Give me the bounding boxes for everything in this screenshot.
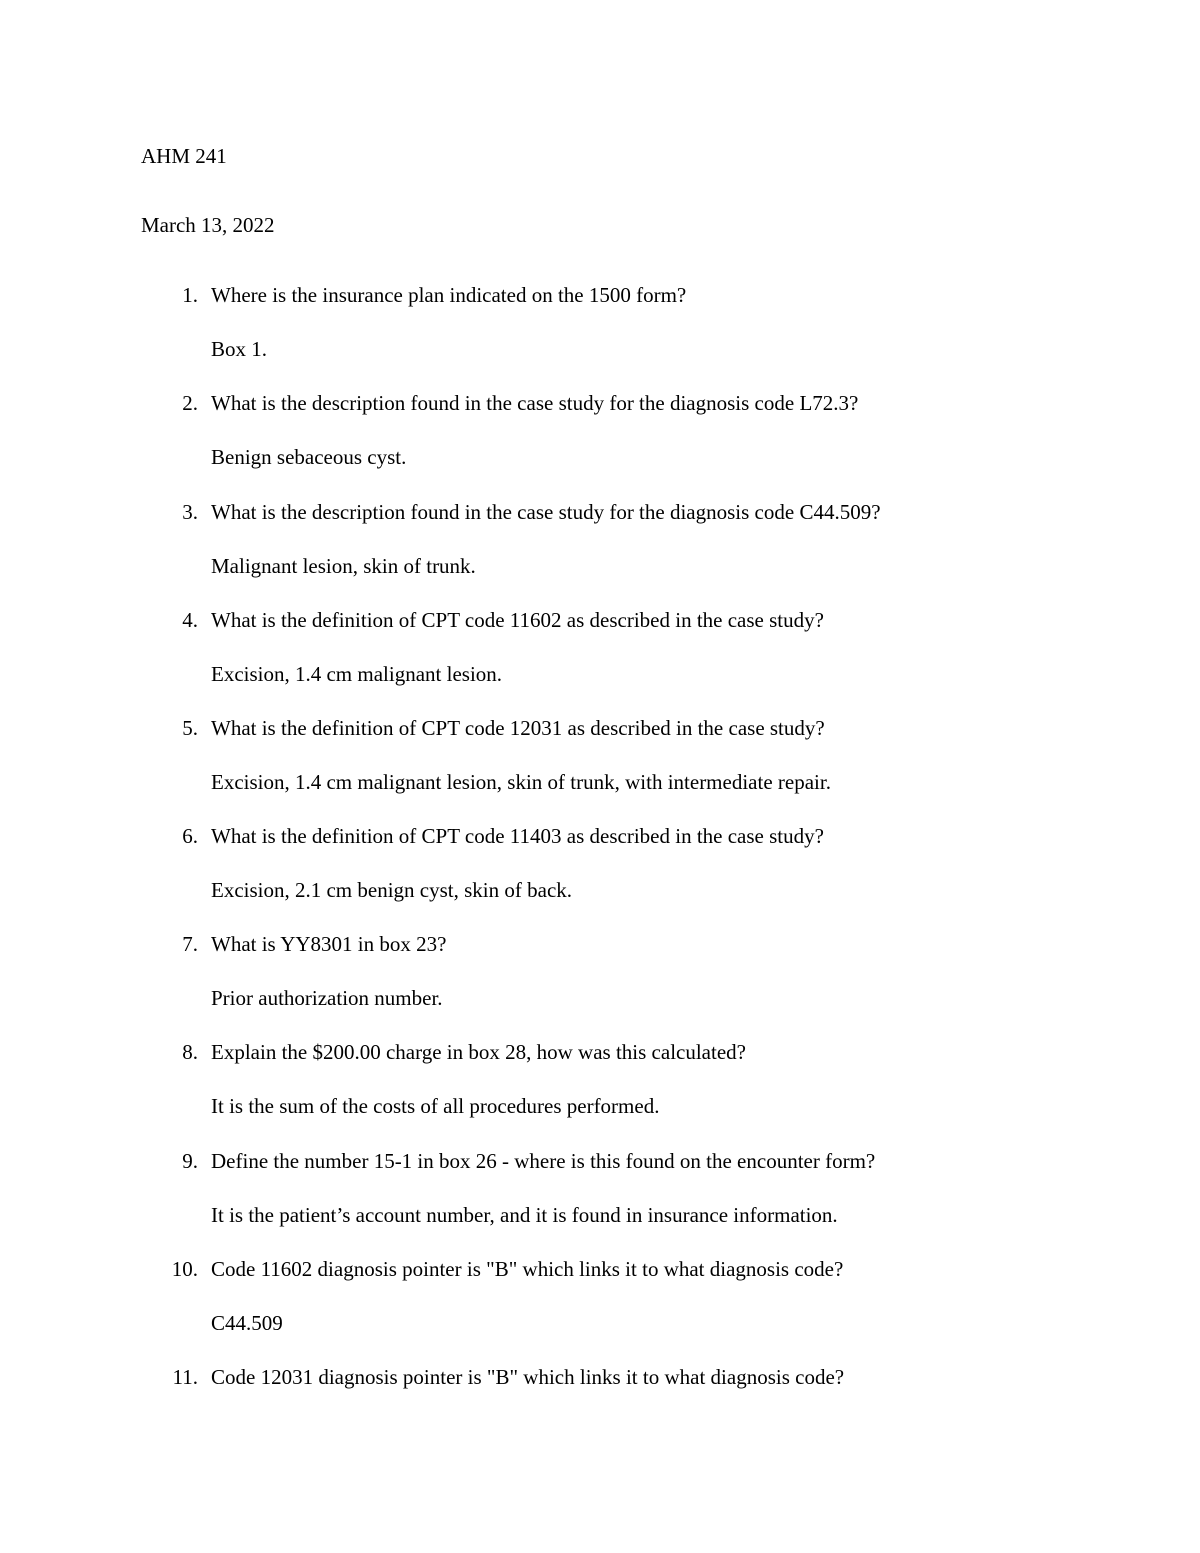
question-text: What is the definition of CPT code 12031 as described in the case study? bbox=[211, 716, 825, 740]
question-number: 10. bbox=[171, 1257, 198, 1281]
answer-text: It is the sum of the costs of all procedures performed. bbox=[211, 1094, 660, 1118]
question-number: 5. bbox=[182, 716, 198, 740]
answer-text: Malignant lesion, skin of trunk. bbox=[211, 554, 476, 578]
question-number: 3. bbox=[182, 500, 198, 524]
question-number: 8. bbox=[182, 1040, 198, 1064]
question-number: 2. bbox=[182, 391, 198, 415]
question-number: 9. bbox=[182, 1149, 198, 1173]
question-text: Code 12031 diagnosis pointer is "B" which links it to what diagnosis code? bbox=[211, 1365, 845, 1389]
question-text: Code 11602 diagnosis pointer is "B" which links it to what diagnosis code? bbox=[211, 1257, 844, 1281]
question-text: Where is the insurance plan indicated on the 1500 form? bbox=[211, 283, 687, 307]
question-text: What is the definition of CPT code 11602 as described in the case study? bbox=[211, 608, 824, 632]
question-text: What is the description found in the case study for the diagnosis code L72.3? bbox=[211, 391, 859, 415]
answer-text: Prior authorization number. bbox=[211, 986, 443, 1010]
question-text: What is YY8301 in box 23? bbox=[211, 932, 447, 956]
question-number: 4. bbox=[182, 608, 198, 632]
question-number: 1. bbox=[182, 283, 198, 307]
answer-text: Excision, 1.4 cm malignant lesion. bbox=[211, 662, 503, 686]
answer-text: Excision, 2.1 cm benign cyst, skin of back. bbox=[211, 878, 573, 902]
question-text: Explain the $200.00 charge in box 28, how was this calculated? bbox=[211, 1040, 746, 1064]
question-number: 6. bbox=[182, 824, 198, 848]
question-text: What is the description found in the case study for the diagnosis code C44.509? bbox=[211, 500, 881, 524]
answer-text: Box 1. bbox=[211, 337, 268, 361]
course-heading: AHM 241 bbox=[141, 144, 227, 168]
question-number: 7. bbox=[182, 932, 198, 956]
answer-text: Excision, 1.4 cm malignant lesion, skin of trunk, with intermediate repair. bbox=[211, 770, 831, 794]
question-text: Define the number 15-1 in box 26 - where is this found on the encounter form? bbox=[211, 1149, 876, 1173]
answer-text: Benign sebaceous cyst. bbox=[211, 445, 407, 469]
answer-text: It is the patient’s account number, and it is found in insurance information. bbox=[211, 1203, 838, 1227]
date-heading: March 13, 2022 bbox=[141, 213, 275, 237]
answer-text: C44.509 bbox=[211, 1311, 283, 1335]
question-number: 11. bbox=[172, 1365, 198, 1389]
question-text: What is the definition of CPT code 11403 as described in the case study? bbox=[211, 824, 824, 848]
